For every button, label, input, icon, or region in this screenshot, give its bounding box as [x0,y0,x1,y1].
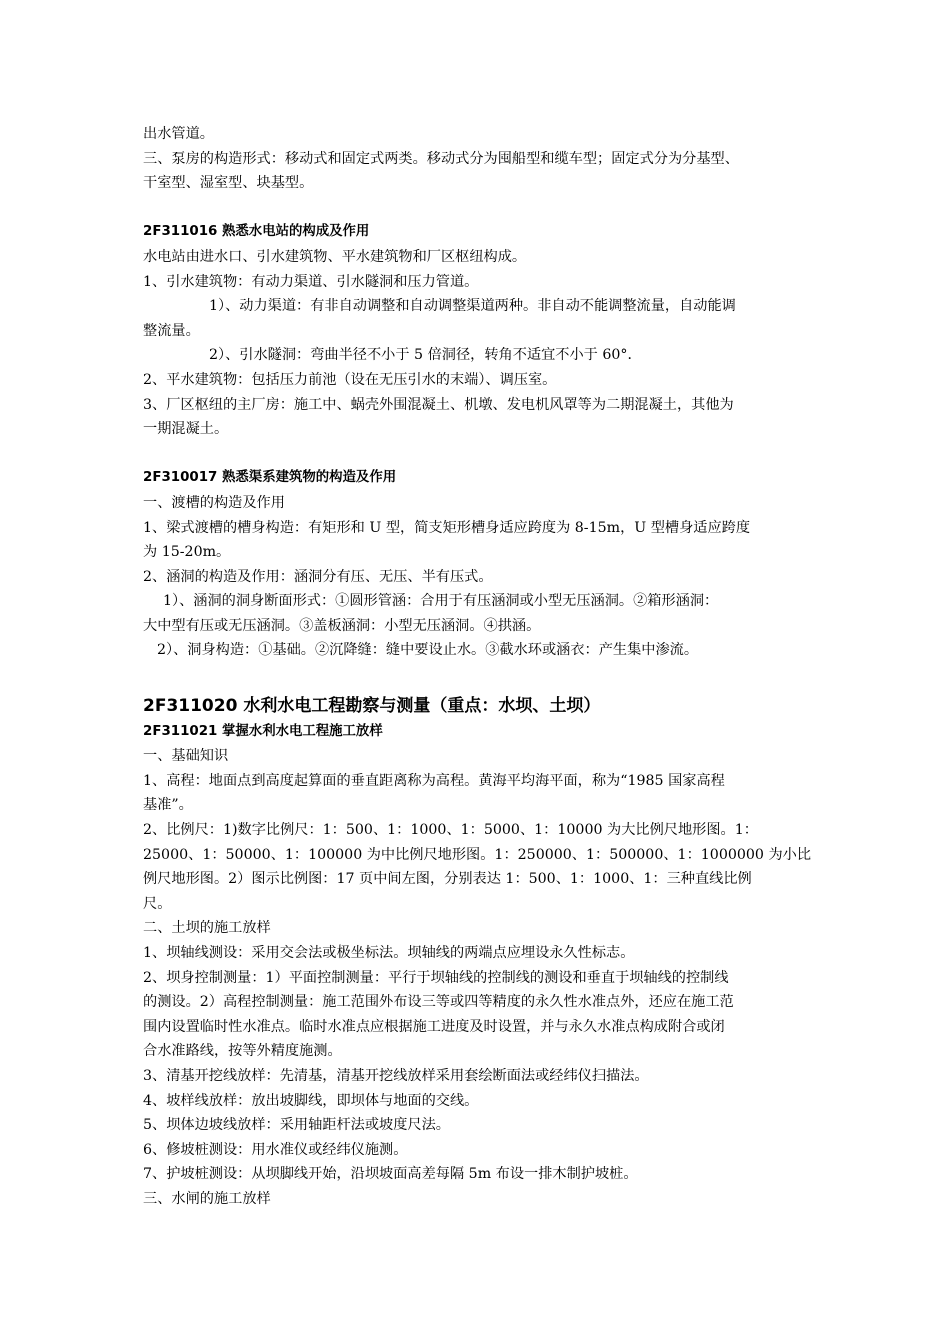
text-line: 三、水闸的施工放样 [143,1190,271,1207]
text-line: 例尺地形图。2）图示比例图：17 页中间左图，分别表达 1：500、1：1000、1：三种直线比例 [143,871,752,888]
text-line: 2、比例尺：1)数字比例尺：1：500、1：1000、1：5000、1：10000 为大比例尺地形图。1： [143,822,758,839]
text-line: 2、坝身控制测量：1）平面控制测量：平行于坝轴线的控制线的测设和垂直于坝轴线的控制线 [143,969,729,986]
text-line: 合水准路线，按等外精度施测。 [143,1043,342,1060]
text-line: 大中型有压或无压涵洞。③盖板涵洞：小型无压涵洞。④拱涵。 [143,617,541,634]
text-line: 4、坡样线放样：放出坡脚线，即坝体与地面的交线。 [143,1092,479,1109]
text-line: 的测设。2）高程控制测量：施工范围外布设三等或四等精度的永久性水准点外，还应在施工范 [143,994,734,1011]
text-line: 7、护坡桩测设：从坝脚线开始，沿坝坡面高差每隔 5m 布设一排木制护坡桩。 [143,1166,638,1183]
text-line: 25000、1：50000、1：100000 为中比例尺地形图。1：250000、1：500000、1：1000000 为小比 [143,846,812,863]
text-line: 出水管道。 [143,126,214,142]
text-line: 6、修坡桩测设：用水准仪或经纬仪施测。 [143,1141,408,1158]
text-line: 3、厂区枢纽的主厂房：施工中、蜗壳外围混凝土、机墩、发电机风罩等为二期混凝土，其他为 [143,396,734,413]
text-line: 一、渡槽的构造及作用 [143,494,285,511]
section-heading: 2F311021 掌握水利水电工程施工放样 [143,723,383,739]
document-page [143,122,823,1212]
text-line: 2、平水建筑物：包括压力前池（设在无压引水的末端）、调压室。 [143,371,557,388]
text-line: 基准”。 [143,797,193,814]
text-line: 干室型、湿室型、块基型。 [143,175,314,192]
chapter-title: 2F311020 水利水电工程勘察与测量（重点：水坝、土坝） [143,695,601,716]
text-line: 为 15-20m。 [143,544,231,561]
text-line: 2）、洞身构造：①基础。②沉降缝：缝中要设止水。③截水环或涵衣：产生集中渗流。 [157,642,699,659]
text-line: 1、坝轴线测设：采用交会法或极坐标法。坝轴线的两端点应埋设永久性标志。 [143,945,635,961]
text-line: 5、坝体边坡线放样：采用轴距杆法或坡度尺法。 [143,1117,450,1134]
blank-line [143,442,823,467]
text-line: 1、高程：地面点到高度起算面的垂直距离称为高程。黄海平均海平面，称为“1985 国家高程 [143,772,725,789]
blank-line [143,663,823,688]
text-line: 三、泵房的构造形式：移动式和固定式两类。移动式分为囤船型和缆车型；固定式分为分基型、 [143,150,739,167]
blank-line [143,196,823,221]
text-line: 1）、动力渠道：有非自动调整和自动调整渠道两种。非自动不能调整流量，自动能调 [209,298,736,315]
section-heading: 2F311016 熟悉水电站的构成及作用 [143,224,370,240]
text-line: 整流量。 [143,322,200,339]
text-line: 一期混凝土。 [143,421,229,438]
section-heading: 2F310017 熟悉渠系建筑物的构造及作用 [143,470,397,486]
text-line: 2）、引水隧洞：弯曲半径不小于 5 倍洞径，转角不适宜不小于 60°． [209,347,642,364]
text-line: 尺。 [143,895,172,912]
text-line: 水电站由进水口、引水建筑物、平水建筑物和厂区枢纽构成。 [143,248,527,265]
text-line: 1、梁式渡槽的槽身构造：有矩形和 U 型，简支矩形槽身适应跨度为 8-15m，U 型槽身适应跨度 [143,519,751,536]
text-line: 2、涵洞的构造及作用：涵洞分有压、无压、半有压式。 [143,568,493,585]
text-line: 1）、涵洞的洞身断面形式：①圆形管涵：合用于有压涵洞或小型无压涵洞。②箱形涵洞： [163,593,719,610]
text-line: 二、土坝的施工放样 [143,920,271,937]
text-line: 3、清基开挖线放样：先清基，清基开挖线放样采用套绘断面法或经纬仪扫描法。 [143,1067,649,1084]
text-line: 1、引水建筑物：有动力渠道、引水隧洞和压力管道。 [143,273,479,290]
text-line: 一、基础知识 [143,748,229,765]
text-line: 围内设置临时性水准点。临时水准点应根据施工进度及时设置，并与永久水准点构成附合或闭 [143,1018,725,1035]
